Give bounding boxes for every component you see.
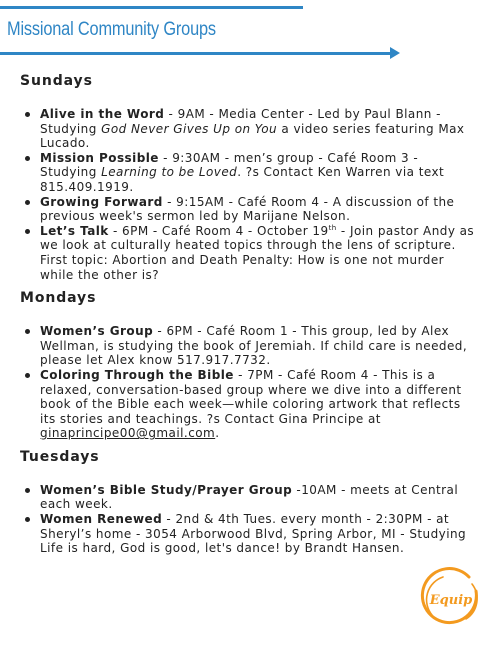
group-details: 2nd & 4th Tues. every month - 2:30PM - at Sheryl’s home - 3054 Arborwood Blvd, Spring Arbor, MI - Studying Life is hard, God is good, let's dance! by Brandt Hansen. bbox=[40, 512, 467, 556]
group-details: 6PM - Café Room 1 - This group, led by Alex Wellman, is studying the book of Jeremiah. If child care is needed, please let Alex know 517.917.7732. bbox=[40, 324, 468, 368]
day-section-sundays bbox=[20, 71, 476, 282]
list-item bbox=[20, 195, 476, 224]
list-item bbox=[20, 368, 476, 441]
study-title: God Never Gives Up on You bbox=[101, 121, 278, 136]
group-details: 6PM - Café Room 4 - October 19 bbox=[122, 223, 329, 238]
day-section-tuesdays bbox=[20, 447, 476, 556]
group-name: Growing Forward bbox=[40, 194, 163, 209]
separator: - bbox=[108, 223, 123, 238]
list-item bbox=[20, 151, 476, 195]
separator: - bbox=[162, 194, 177, 209]
email-link[interactable]: ginaprincipe00@gmail.com bbox=[40, 426, 216, 441]
group-name: Coloring Through the Bible bbox=[40, 367, 234, 382]
separator: - bbox=[164, 107, 178, 121]
group-name: Women’s Group bbox=[40, 324, 154, 339]
group-details: 9:30AM - men’s group - Café Room 3 - Studying bbox=[40, 150, 419, 180]
group-name: Women’s Bible Study/Prayer Group bbox=[40, 482, 293, 497]
arrow-head-icon bbox=[390, 47, 400, 59]
schedule-content bbox=[20, 71, 476, 556]
separator: - bbox=[292, 482, 302, 497]
date-suffix: th bbox=[328, 223, 337, 232]
study-title: Learning to be Loved bbox=[101, 165, 238, 180]
page-title: Missional Community Groups bbox=[7, 19, 216, 40]
group-details: a video series featuring Max Lucado. bbox=[40, 121, 465, 151]
separator: - bbox=[158, 150, 173, 165]
separator: - bbox=[162, 512, 176, 527]
list-item bbox=[20, 324, 476, 368]
list-item bbox=[20, 512, 476, 556]
day-heading: Mondays bbox=[20, 290, 97, 307]
top-divider bbox=[0, 6, 303, 9]
arrow-divider bbox=[0, 52, 392, 55]
day-section-mondays bbox=[20, 288, 476, 441]
day-heading: Sundays bbox=[20, 73, 93, 89]
group-details: - Join pastor Andy as we look at culturally heated topics through the lens of scripture. First topic: Abortion and Death Penalty: How is one not murder while the other is? bbox=[40, 223, 475, 282]
group-list bbox=[20, 483, 476, 556]
group-name: Mission Possible bbox=[40, 150, 159, 165]
group-details: . bbox=[215, 426, 220, 441]
list-item bbox=[20, 483, 476, 512]
separator: - bbox=[233, 367, 248, 382]
group-name: Alive in the Word bbox=[40, 107, 165, 121]
group-details: 9:15AM - Café Room 4 - A discussion of the previous week's sermon led by Marijane Nelson. bbox=[40, 194, 455, 224]
day-heading: Tuesdays bbox=[20, 448, 100, 465]
equip-logo-icon bbox=[419, 567, 483, 631]
separator: - bbox=[153, 324, 167, 339]
group-name: Let’s Talk bbox=[40, 223, 109, 238]
group-details: 9AM - Media Center - Led by Paul Blann - Studying bbox=[40, 107, 441, 136]
group-details: . ?s Contact Ken Warren via text 815.409.1919. bbox=[40, 165, 445, 194]
group-details: 10AM - meets at Central each week. bbox=[40, 482, 459, 512]
group-details: 7PM - Café Room 4 - This is a relaxed, conversation-based group where we dive into a different book of the Bible each week—while coloring artwork that reflects its stories and teachings. ?s Contact Gina Principe at bbox=[40, 367, 462, 426]
list-item bbox=[20, 107, 476, 151]
logo-text: Equip bbox=[429, 593, 473, 608]
group-list bbox=[20, 324, 476, 441]
group-list bbox=[20, 107, 476, 282]
list-item bbox=[20, 224, 476, 282]
group-name: Women Renewed bbox=[40, 512, 163, 527]
